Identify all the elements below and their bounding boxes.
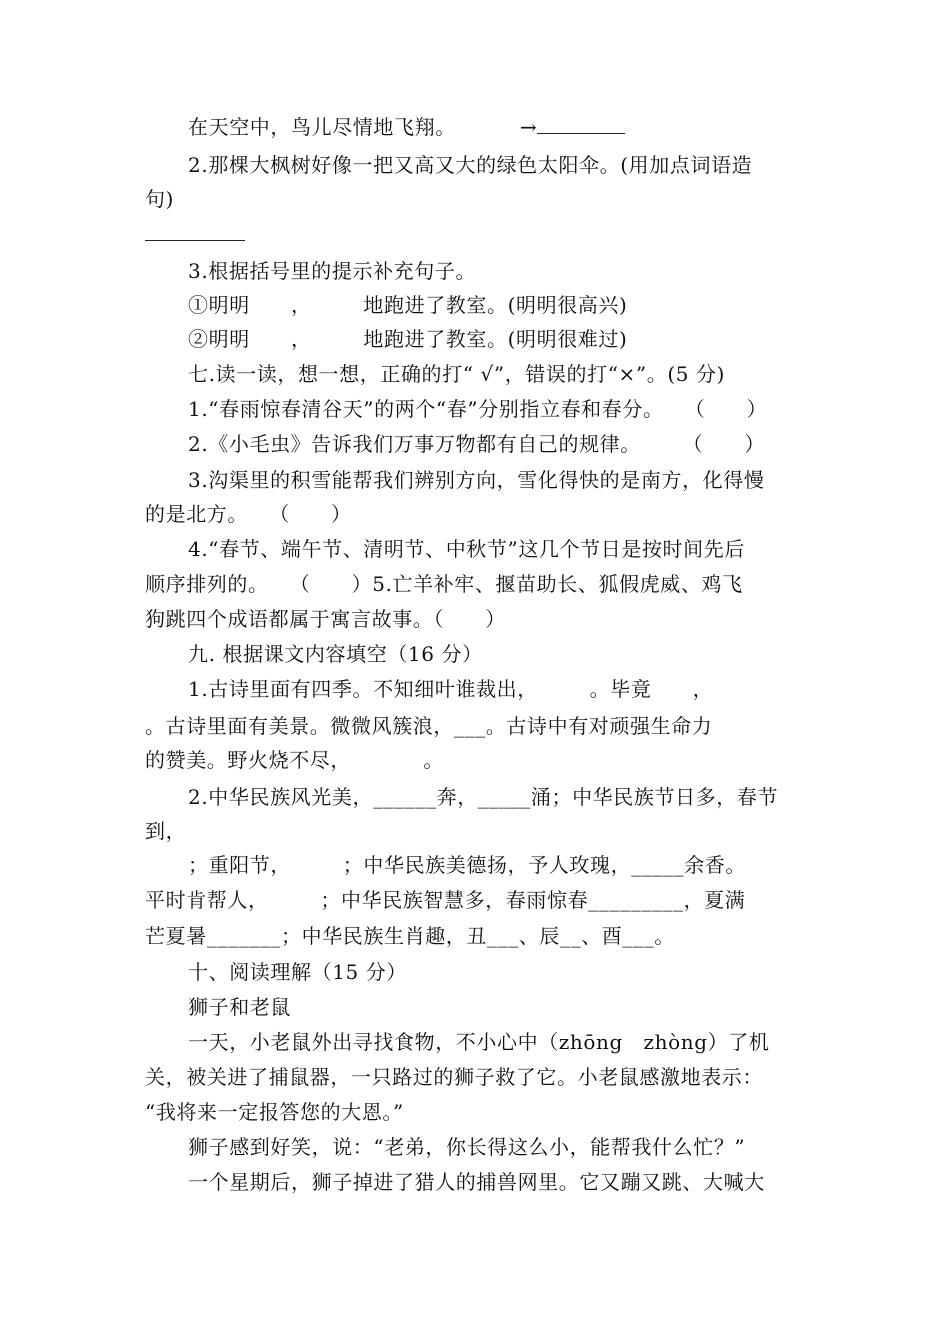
judge-item-2: 2.《小毛虫》告诉我们万事万物都有自己的规律。 （ ） — [188, 432, 766, 456]
fill-2-line3: ；重阳节， ；中华民族美德扬，予人玫瑰，_____余香。 — [188, 853, 746, 877]
fill-2-line5: 芒夏暑_______；中华民族生肖趣，丑___、辰__、酉___。 — [145, 924, 675, 948]
answer-blank[interactable] — [537, 115, 625, 134]
story-para-2: 狮子感到好笑，说：“老弟，你长得这么小，能帮我什么忙？” — [188, 1135, 746, 1159]
section-7-heading: 七.读一读，想一想，正确的打“ √”，错误的打“×”。(5 分) — [188, 362, 726, 386]
story-para-1-line1: 一天，小老鼠外出寻找食物，不小心中（zhōng zhòng）了机 — [188, 1030, 770, 1054]
answer-line[interactable] — [145, 240, 245, 241]
judge-item-1: 1.“春雨惊春清谷天”的两个“春”分别指立春和春分。 （ ） — [188, 397, 768, 421]
story-para-1-line2: 关，被关进了捕鼠器，一只路过的狮子救了它。小老鼠感激地表示： — [145, 1065, 763, 1089]
section-9-heading: 九. 根据课文内容填空（16 分） — [188, 642, 483, 666]
question-2-line1: 2.那棵大枫树好像一把又高又大的绿色太阳伞。(用加点词语造 — [188, 153, 753, 177]
story-para-3-line1: 一个星期后，狮子掉进了猎人的捕兽网里。它又蹦又跳、大喊大 — [188, 1170, 765, 1194]
question-3-item-1: ①明明 ， 地跑进了教室。(明明很高兴) — [188, 293, 628, 317]
judge-item-4-line2: 顺序排列的。 （ ）5.亡羊补牢、揠苗助长、狐假虎威、鸡飞 — [145, 572, 743, 596]
fill-1-line3: 的赞美。野火烧不尽， 。 — [145, 748, 444, 772]
fill-2-line2: 到， — [145, 819, 187, 843]
judge-item-3-line1: 3.沟渠里的积雪能帮我们辨别方向，雪化得快的是南方，化得慢 — [188, 468, 765, 492]
fill-2-line1: 2.中华民族风光美，______奔，_____涌；中华民族节日多，春节 — [188, 785, 779, 809]
example-sentence: 在天空中，鸟儿尽情地飞翔。 — [188, 115, 456, 139]
judge-item-4-line1: 4.“春节、端午节、清明节、中秋节”这几个节日是按时间先后 — [188, 537, 745, 561]
judge-item-3-line2: 的是北方。 （ ） — [145, 502, 352, 526]
question-2-line2: 句) — [145, 187, 175, 211]
fill-1-line1: 1.古诗里面有四季。不知细叶谁裁出， 。毕竟 ， — [188, 677, 714, 701]
section-10-heading: 十、阅读理解（15 分） — [188, 960, 408, 984]
example-sentence-line — [188, 115, 625, 139]
story-title: 狮子和老鼠 — [188, 995, 291, 1019]
fill-2-line4: 平时肯帮人， ；中华民族智慧多，春雨惊春_________，夏满 — [145, 888, 746, 912]
question-3-item-2: ②明明 ， 地跑进了教室。(明明很难过) — [188, 327, 628, 351]
arrow-icon: → — [519, 115, 538, 139]
question-3-title: 3.根据括号里的提示补充句子。 — [188, 259, 477, 283]
judge-item-5-line: 狗跳四个成语都属于寓言故事。（ ） — [145, 607, 506, 631]
fill-1-line2: 。古诗里面有美景。微微风簇浪，___。古诗中有对顽强生命力 — [145, 714, 713, 738]
story-para-1-line3: “我将来一定报答您的大恩。” — [145, 1100, 404, 1124]
